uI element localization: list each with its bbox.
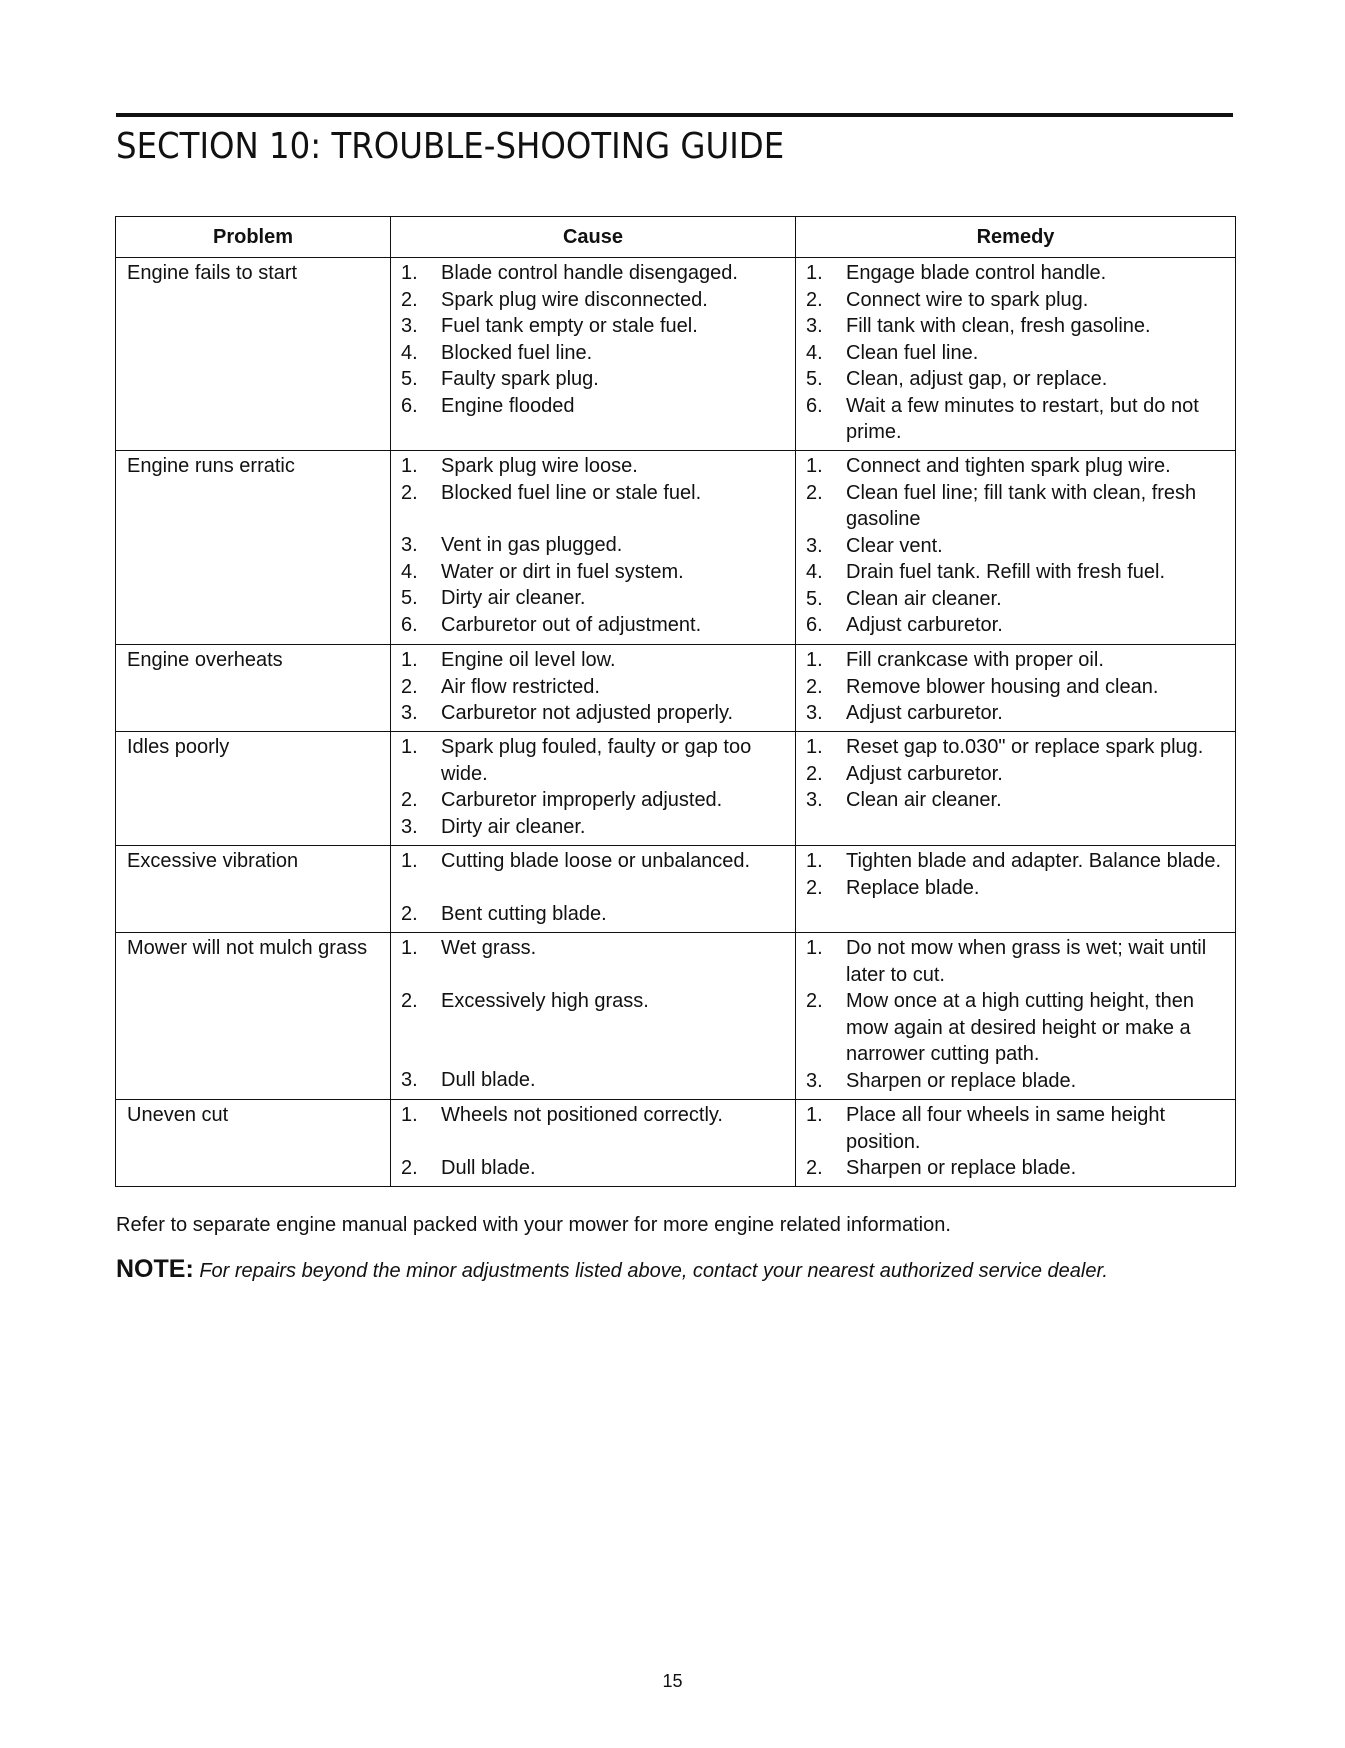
item-number: 1.: [401, 1104, 418, 1126]
item-text: Wheels not positioned correctly.: [441, 1104, 723, 1126]
cause-cell: [391, 451, 796, 645]
remedy-cell: [796, 933, 1236, 1100]
remedy-cell: [796, 846, 1236, 933]
item-text: Engine oil level low.: [441, 649, 616, 671]
item-text: Air flow restricted.: [441, 675, 600, 698]
remedy-cell: [796, 451, 1236, 645]
cause-cell: [391, 732, 796, 846]
problem-cell: Idles poorly: [116, 732, 391, 846]
cause-item: [391, 647, 795, 674]
item-text: Dirty air cleaner.: [441, 587, 586, 609]
problem-cell: Excessive vibration: [116, 846, 391, 933]
remedy-item: [796, 700, 1235, 727]
note-label: NOTE:: [116, 1255, 194, 1283]
item-number: 4.: [806, 561, 823, 583]
item-text: Remove blower housing and clean.: [846, 675, 1159, 698]
table-row: [116, 732, 1236, 846]
cause-item: [391, 988, 795, 1015]
remedy-cell: [796, 732, 1236, 846]
remedy-item: [796, 453, 1235, 480]
remedy-item: [796, 674, 1235, 701]
item-number: 6.: [806, 614, 823, 636]
remedy-cell: [796, 258, 1236, 451]
engine-manual-reference: Refer to separate engine manual packed with your mower for more engine related information.: [116, 1214, 951, 1236]
table-row: [116, 451, 1236, 645]
item-number: 2.: [401, 989, 418, 1012]
item-text: Fuel tank empty or stale fuel.: [441, 315, 698, 337]
remedy-item: [796, 586, 1235, 613]
item-number: 1.: [806, 649, 823, 671]
item-number: 2.: [401, 1156, 418, 1179]
item-text: Clean fuel line; fill tank with clean, fresh gasoline: [846, 481, 1197, 530]
item-number: 3.: [401, 702, 418, 724]
cause-cell: [391, 1100, 796, 1187]
remedy-item: [796, 533, 1235, 560]
remedy-cell: [796, 645, 1236, 732]
item-text: Wet grass.: [441, 937, 537, 959]
remedy-item: [796, 480, 1235, 533]
remedy-item: [796, 366, 1235, 393]
service-note: [116, 1255, 1108, 1284]
item-text: Excessively high grass.: [441, 989, 649, 1012]
item-text: Clean fuel line.: [846, 341, 979, 364]
remedy-item: [796, 340, 1235, 367]
item-text: Water or dirt in fuel system.: [441, 560, 684, 583]
cause-item: [391, 1067, 795, 1094]
item-text: Adjust carburetor.: [846, 702, 1003, 724]
item-number: 5.: [401, 368, 418, 390]
item-text: Carburetor not adjusted properly.: [441, 702, 734, 724]
remedy-item: [796, 875, 1235, 902]
item-number: 1.: [401, 649, 418, 671]
item-number: 2.: [401, 902, 418, 925]
item-number: 6.: [401, 394, 418, 417]
cause-item: [391, 674, 795, 701]
cause-cell: [391, 933, 796, 1100]
problem-cell: Engine overheats: [116, 645, 391, 732]
item-number: 5.: [806, 587, 823, 610]
cause-item: [391, 734, 795, 787]
cause-item: [391, 585, 795, 612]
item-text: Vent in gas plugged.: [441, 534, 623, 556]
remedy-item: [796, 647, 1235, 674]
item-number: 2.: [806, 288, 823, 311]
item-number: 4.: [401, 341, 418, 364]
table-body: [116, 258, 1236, 1187]
cause-item: [391, 393, 795, 420]
cause-item: [391, 559, 795, 586]
item-number: 1.: [806, 937, 823, 959]
item-text: Reset gap to.030" or replace spark plug.: [846, 736, 1204, 758]
item-number: 5.: [806, 368, 823, 390]
remedy-item: [796, 935, 1235, 988]
item-text: Dull blade.: [441, 1069, 536, 1091]
item-number: 6.: [806, 394, 823, 417]
item-number: 1.: [806, 736, 823, 758]
item-number: 1.: [401, 262, 418, 284]
item-text: Spark plug fouled, faulty or gap too wide.: [441, 736, 752, 785]
item-number: 2.: [806, 1157, 823, 1179]
header-problem: Problem: [116, 217, 391, 258]
item-number: 5.: [401, 587, 418, 609]
item-text: Replace blade.: [846, 876, 980, 899]
troubleshooting-table: [115, 216, 1236, 1187]
item-text: Engage blade control handle.: [846, 262, 1107, 284]
remedy-item: [796, 787, 1235, 814]
item-text: Tighten blade and adapter. Balance blade.: [846, 850, 1222, 872]
item-text: Drain fuel tank. Refill with fresh fuel.: [846, 561, 1166, 583]
item-text: Clean air cleaner.: [846, 789, 1002, 811]
cause-item: [391, 848, 795, 875]
cause-item: [391, 700, 795, 727]
item-text: Wait a few minutes to restart, but do not prime.: [846, 394, 1199, 443]
table-row: [116, 933, 1236, 1100]
cause-item: [391, 340, 795, 367]
page-number: 15: [662, 1671, 683, 1691]
item-text: Dirty air cleaner.: [441, 815, 586, 838]
item-text: Fill tank with clean, fresh gasoline.: [846, 315, 1151, 337]
remedy-item: [796, 1155, 1235, 1182]
item-number: 1.: [401, 736, 418, 758]
top-rule: [116, 113, 1233, 117]
item-text: Dull blade.: [441, 1156, 536, 1179]
cause-item: [391, 787, 795, 814]
cause-item: [391, 1155, 795, 1182]
remedy-item: [796, 1068, 1235, 1095]
item-text: Blocked fuel line or stale fuel.: [441, 481, 702, 504]
cause-item: [391, 532, 795, 559]
item-text: Blade control handle disengaged.: [441, 262, 738, 284]
item-text: Clean, adjust gap, or replace.: [846, 368, 1108, 390]
cause-item: [391, 901, 795, 928]
item-number: 1.: [806, 455, 823, 477]
item-text: Place all four wheels in same height position.: [846, 1104, 1166, 1153]
problem-cell: Engine fails to start: [116, 258, 391, 451]
item-text: Adjust carburetor.: [846, 762, 1003, 785]
item-number: 4.: [806, 341, 823, 364]
cause-item: [391, 313, 795, 340]
cause-item: [391, 814, 795, 841]
item-text: Carburetor improperly adjusted.: [441, 789, 723, 811]
remedy-item: [796, 848, 1235, 875]
item-number: 3.: [401, 815, 418, 838]
item-text: Sharpen or replace blade.: [846, 1069, 1077, 1092]
cause-cell: [391, 645, 796, 732]
item-number: 6.: [401, 613, 418, 636]
item-number: 3.: [401, 534, 418, 556]
cause-item: [391, 480, 795, 507]
item-number: 2.: [806, 876, 823, 899]
item-number: 4.: [401, 560, 418, 583]
item-text: Bent cutting blade.: [441, 902, 607, 925]
remedy-item: [796, 559, 1235, 586]
item-number: 2.: [401, 789, 418, 811]
remedy-item: [796, 988, 1235, 1068]
section-title: SECTION 10: TROUBLE-SHOOTING GUIDE: [116, 126, 785, 167]
table-row: [116, 1100, 1236, 1187]
item-number: 2.: [806, 762, 823, 785]
item-number: 3.: [401, 315, 418, 337]
item-number: 1.: [806, 1104, 823, 1126]
item-number: 3.: [401, 1069, 418, 1091]
item-number: 1.: [806, 850, 823, 872]
problem-cell: Engine runs erratic: [116, 451, 391, 645]
item-number: 2.: [806, 675, 823, 698]
item-text: Fill crankcase with proper oil.: [846, 649, 1104, 671]
remedy-item: [796, 287, 1235, 314]
cause-item: [391, 260, 795, 287]
item-number: 2.: [401, 675, 418, 698]
item-number: 1.: [401, 937, 418, 959]
cause-item: [391, 935, 795, 962]
cause-item: [391, 366, 795, 393]
item-text: Connect and tighten spark plug wire.: [846, 455, 1171, 477]
item-number: 3.: [806, 1069, 823, 1092]
remedy-item: [796, 260, 1235, 287]
item-number: 3.: [806, 315, 823, 337]
item-text: Connect wire to spark plug.: [846, 288, 1089, 311]
remedy-cell: [796, 1100, 1236, 1187]
item-text: Faulty spark plug.: [441, 368, 599, 390]
item-text: Engine flooded: [441, 394, 575, 417]
remedy-item: [796, 393, 1235, 446]
item-text: Sharpen or replace blade.: [846, 1157, 1077, 1179]
table-row: [116, 846, 1236, 933]
item-number: 2.: [806, 481, 823, 504]
item-text: Carburetor out of adjustment.: [441, 613, 702, 636]
cause-cell: [391, 846, 796, 933]
item-text: Spark plug wire disconnected.: [441, 288, 708, 311]
item-text: Do not mow when grass is wet; wait until later to cut.: [846, 937, 1207, 986]
cause-cell: [391, 258, 796, 451]
item-text: Spark plug wire loose.: [441, 455, 638, 477]
cause-item: [391, 612, 795, 639]
item-number: 2.: [401, 288, 418, 311]
item-number: 2.: [401, 481, 418, 504]
item-number: 3.: [806, 534, 823, 557]
item-text: Clean air cleaner.: [846, 587, 1002, 610]
header-remedy: Remedy: [796, 217, 1236, 258]
note-text: For repairs beyond the minor adjustments listed above, contact your nearest authorized service dealer.: [199, 1260, 1108, 1282]
item-text: Blocked fuel line.: [441, 341, 593, 364]
remedy-item: [796, 761, 1235, 788]
problem-cell: Mower will not mulch grass: [116, 933, 391, 1100]
item-number: 1.: [401, 455, 418, 477]
table-row: [116, 258, 1236, 451]
item-text: Cutting blade loose or unbalanced.: [441, 850, 751, 872]
cause-item: [391, 1102, 795, 1129]
table-row: [116, 645, 1236, 732]
header-cause: Cause: [391, 217, 796, 258]
remedy-item: [796, 1102, 1235, 1155]
cause-item: [391, 453, 795, 480]
table-header-row: [116, 217, 1236, 258]
remedy-item: [796, 313, 1235, 340]
item-number: 1.: [806, 262, 823, 284]
item-number: 1.: [401, 850, 418, 872]
item-number: 3.: [806, 789, 823, 811]
cause-item: [391, 287, 795, 314]
item-text: Mow once at a high cutting height, then mow again at desired height or make a narrower cutting path.: [846, 990, 1195, 1065]
item-text: Clear vent.: [846, 534, 943, 557]
item-text: Adjust carburetor.: [846, 614, 1003, 636]
problem-cell: Uneven cut: [116, 1100, 391, 1187]
remedy-item: [796, 612, 1235, 639]
remedy-item: [796, 734, 1235, 761]
item-number: 3.: [806, 702, 823, 724]
item-number: 2.: [806, 990, 823, 1012]
